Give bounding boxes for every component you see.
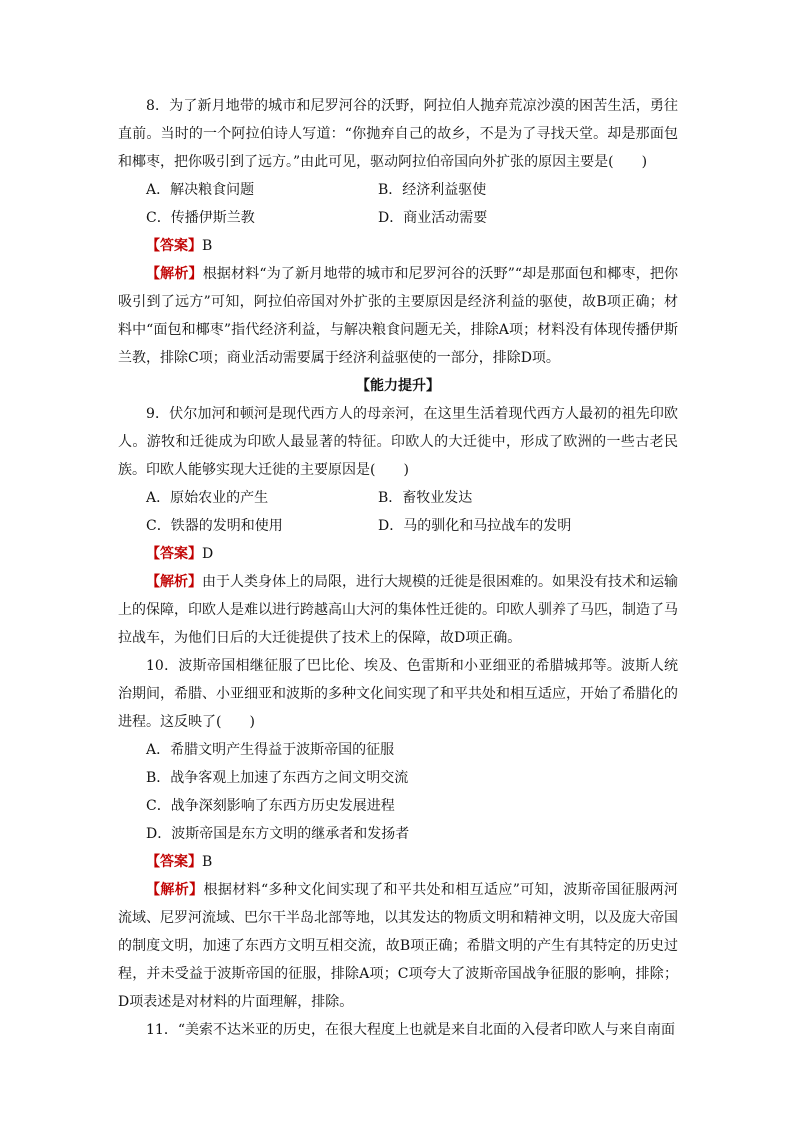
q8-option-d: D．商业活动需要 bbox=[378, 210, 488, 226]
question-9-options-row-2 bbox=[118, 512, 678, 540]
q10-option-d: D．波斯帝国是东方文明的继承者和发扬者 bbox=[146, 826, 410, 842]
analysis-text: 根据材料“为了新月地带的城市和尼罗河谷的沃野”“却是那面包和椰枣，把你吸引到了远方”可知，阿拉伯帝国对外扩张的主要原因是经济利益的驱使，故B项正确；材料中“面包和椰枣”指代经济利益，与解决粮食问题无关，排除A项；材料没有体现传播伊斯兰教，排除C项；商业活动需要属于经济利益驱使的一部分，排除D项。 bbox=[118, 266, 678, 366]
question-9-options-row-1 bbox=[118, 484, 678, 512]
q10-option-c: C．战争深刻影响了东西方历史发展进程 bbox=[146, 798, 395, 814]
q9-option-a: A．原始农业的产生 bbox=[146, 490, 269, 506]
question-9-analysis bbox=[118, 568, 678, 652]
question-10-analysis bbox=[118, 876, 678, 1016]
analysis-tag: 【解析】 bbox=[146, 266, 203, 282]
question-10-stem: 10．波斯帝国相继征服了巴比伦、埃及、色雷斯和小亚细亚的希腊城邦等。波斯人统治期间，希腊、小亚细亚和波斯的多种文化间实现了和平共处和相互适应，开始了希腊化的进程。这反映了( ) bbox=[118, 658, 678, 730]
q10-option-a: A．希腊文明产生得益于波斯帝国的征服 bbox=[146, 742, 395, 758]
question-8-stem: 8．为了新月地带的城市和尼罗河谷的沃野，阿拉伯人抛弃荒凉沙漠的困苦生活，勇往直前。当时的一个阿拉伯诗人写道：“你抛弃自己的故乡，不是为了寻找天堂。却是那面包和椰枣，把你吸引到了远方。”由此可见，驱动阿拉伯帝国向外扩张的原因主要是( ) bbox=[118, 98, 678, 170]
answer-value: B bbox=[202, 854, 213, 870]
question-9-stem: 9．伏尔加河和顿河是现代西方人的母亲河，在这里生活着现代西方人最初的祖先印欧人。游牧和迁徙成为印欧人最显著的特征。印欧人的大迁徙中，形成了欧洲的一些古老民族。印欧人能够实现大迁徙的主要原因是( ) bbox=[118, 406, 678, 478]
analysis-text: 根据材料“多种文化间实现了和平共处和相互适应”可知，波斯帝国征服两河流域、尼罗河流域、巴尔干半岛北部等地，以其发达的物质文明和精神文明，以及庞大帝国的制度文明，加速了东西方文明互相交流，故B项正确；希腊文明的产生有其特定的历史过程，并未受益于波斯帝国的征服，排除A项；C项夸大了波斯帝国战争征服的影响，排除；D项表述是对材料的片面理解，排除。 bbox=[118, 882, 679, 1010]
section-heading: 【能力提升】 bbox=[356, 378, 440, 394]
question-11-stem: 11．“美索不达米亚的历史，在很大程度上也就是来自北面的入侵者印欧人与来自南面 bbox=[146, 1022, 675, 1038]
question-9-answer bbox=[118, 540, 678, 568]
analysis-text: 由于人类身体上的局限，进行大规模的迁徙是很困难的。如果没有技术和运输上的保障，印欧人是难以进行跨越高山大河的集体性迁徙的。印欧人驯养了马匹，制造了马拉战车，为他们日后的大迁徙提供了技术上的保障，故D项正确。 bbox=[118, 574, 678, 646]
question-8-options-row-2 bbox=[118, 204, 678, 232]
question-8-answer bbox=[118, 232, 678, 260]
analysis-tag: 【解析】 bbox=[146, 882, 204, 898]
question-10-answer bbox=[118, 848, 678, 876]
question-8-options-row-1 bbox=[118, 176, 678, 204]
q8-option-b: B．经济利益驱使 bbox=[378, 182, 487, 198]
q9-option-b: B．畜牧业发达 bbox=[378, 490, 473, 506]
answer-tag: 【答案】 bbox=[146, 854, 202, 870]
answer-tag: 【答案】 bbox=[146, 546, 202, 562]
answer-value: D bbox=[202, 546, 214, 562]
answer-tag: 【答案】 bbox=[146, 238, 202, 254]
q8-option-c: C．传播伊斯兰教 bbox=[146, 210, 255, 226]
q9-option-c: C．铁器的发明和使用 bbox=[146, 518, 283, 534]
document-content bbox=[118, 92, 678, 1044]
analysis-tag: 【解析】 bbox=[146, 574, 202, 590]
q10-option-b: B．战争客观上加速了东西方之间文明交流 bbox=[146, 770, 409, 786]
answer-value: B bbox=[202, 238, 213, 254]
q9-option-d: D．马的驯化和马拉战车的发明 bbox=[378, 518, 572, 534]
q8-option-a: A．解决粮食问题 bbox=[146, 182, 255, 198]
question-8-analysis bbox=[118, 260, 678, 372]
